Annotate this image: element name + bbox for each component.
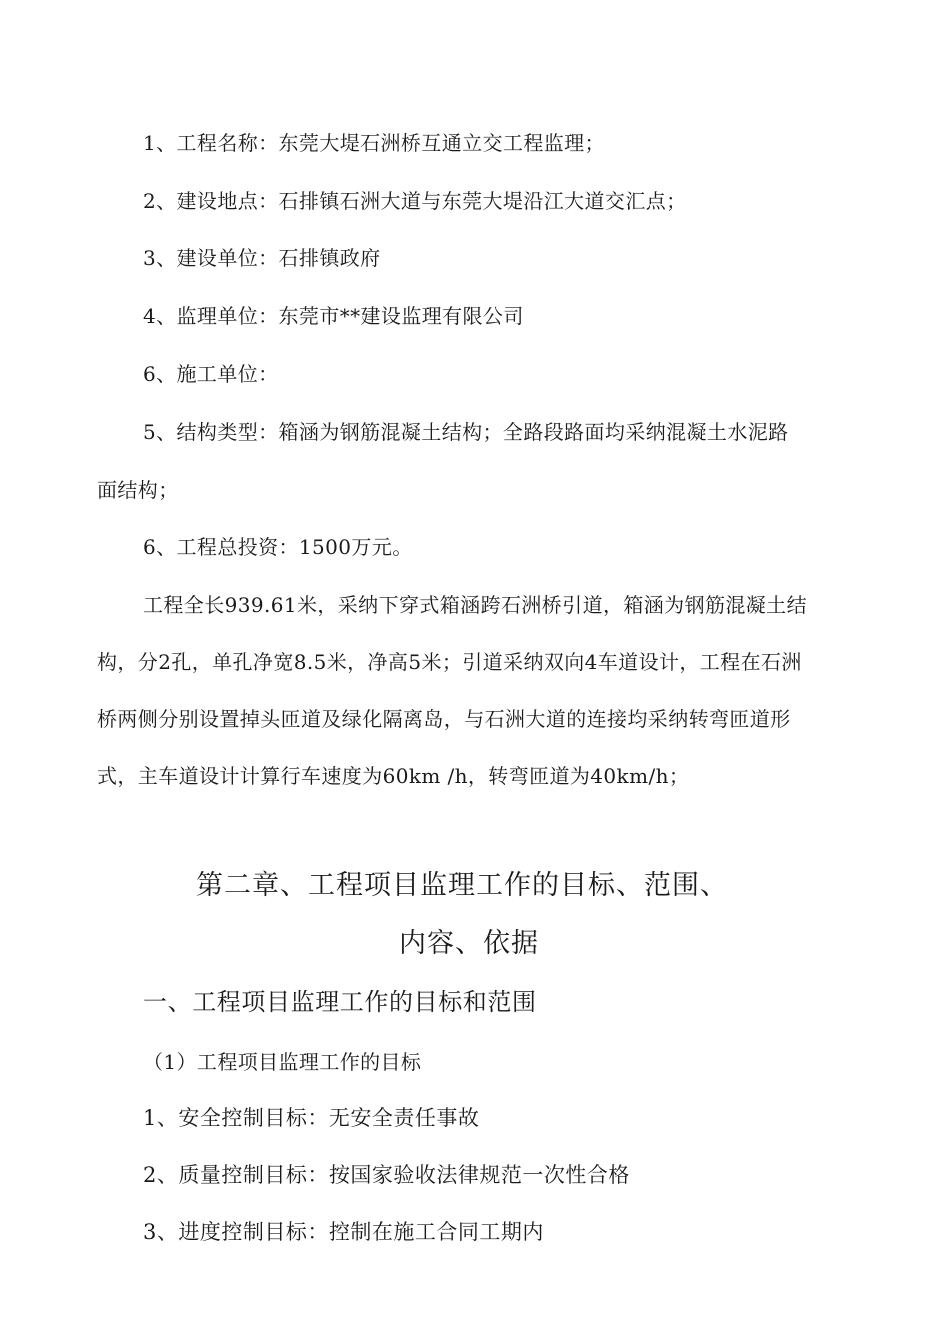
chapter-title-line-2: 内容、依据 (399, 928, 539, 959)
total-investment-item: 6、工程总投资：1500万元。 (143, 535, 413, 559)
schedule-goal-item: 3、进度控制目标：控制在施工合同工期内 (143, 1220, 544, 1244)
construction-unit-item: 3、建设单位：石排镇政府 (143, 246, 381, 270)
chapter-title-line-1: 第二章、工程项目监理工作的目标、范围、 (196, 870, 728, 901)
quality-goal-item: 2、质量控制目标：按国家验收法律规范一次性合格 (143, 1163, 630, 1187)
description-line-1: 工程全长939.61米，采纳下穿式箱涵跨石洲桥引道，箱涵为钢筋混凝土结 (143, 593, 807, 617)
supervision-unit-item: 4、监理单位：东莞市**建设监理有限公司 (143, 304, 524, 328)
project-name-item: 1、工程名称：东莞大堤石洲桥互通立交工程监理； (143, 131, 605, 155)
safety-goal-item: 1、安全控制目标：无安全责任事故 (143, 1106, 480, 1130)
subsection-heading: （1）工程项目监理工作的目标 (143, 1050, 422, 1074)
description-line-2: 构，分2孔，单孔净宽8.5米，净高5米；引道采纳双向4车道设计，工程在石洲 (97, 650, 802, 674)
description-line-4: 式，主车道设计计算行车速度为60km /h，转弯匝道为40km/h； (97, 764, 690, 788)
section-heading: 一、工程项目监理工作的目标和范围 (143, 988, 537, 1016)
structure-type-item-cont: 面结构； (97, 478, 179, 502)
description-line-3: 桥两侧分别设置掉头匝道及绿化隔离岛，与石洲大道的连接均采纳转弯匝道形 (97, 707, 791, 731)
construction-location-item: 2、建设地点：石排镇石洲大道与东莞大堤沿江大道交汇点； (143, 189, 687, 213)
structure-type-item: 5、结构类型：箱涵为钢筋混凝土结构；全路段路面均采纳混凝土水泥路 (143, 420, 789, 444)
contractor-unit-item: 6、施工单位： (143, 362, 279, 386)
